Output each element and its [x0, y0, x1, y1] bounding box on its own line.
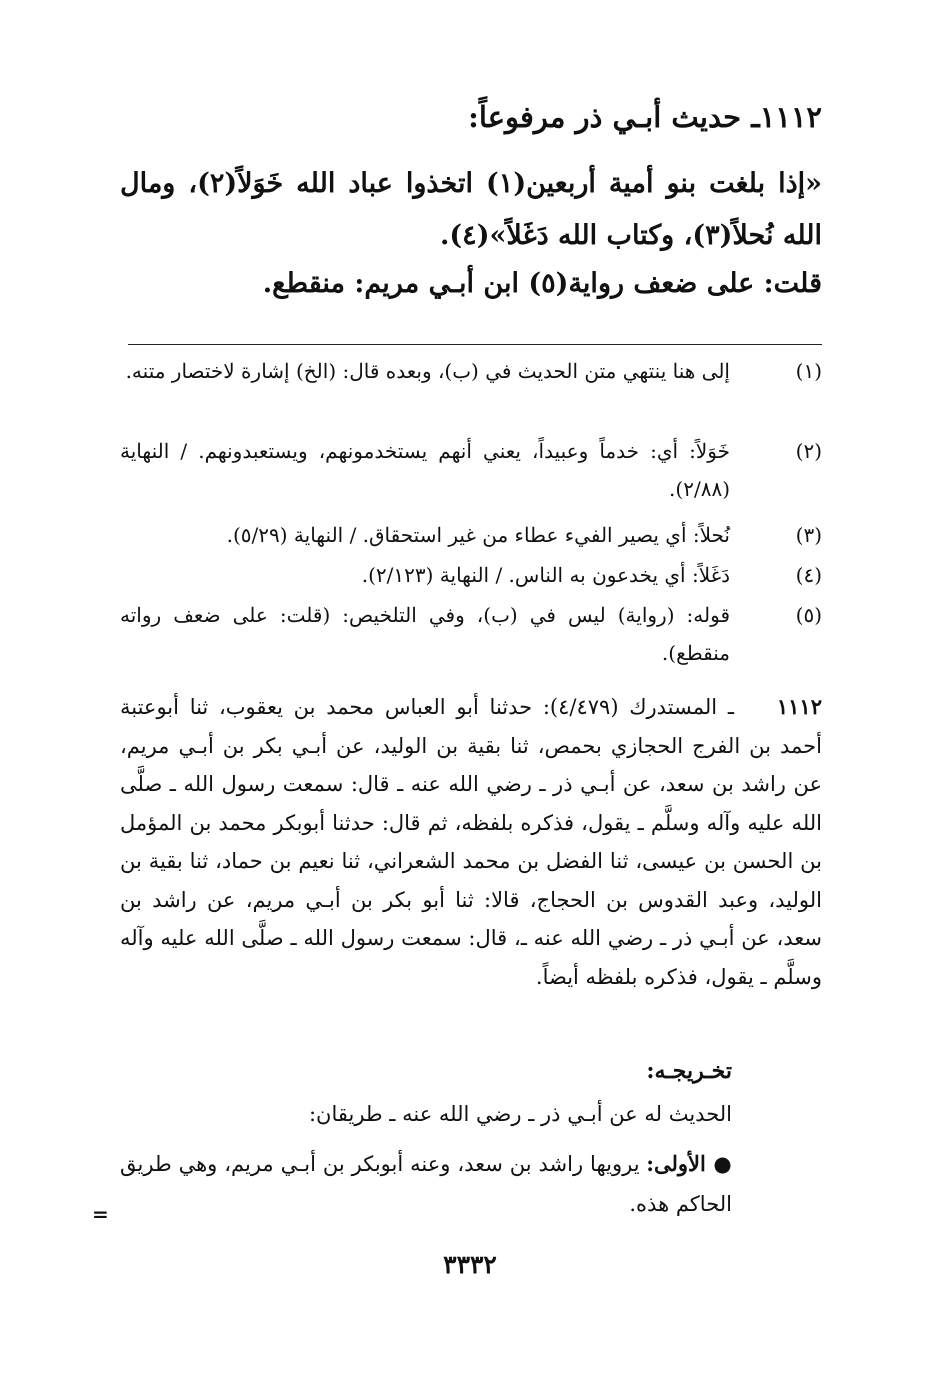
hadith-text: «إذا بلغت بنو أمية أربعين(١) اتخذوا عباد الله خَوَلاً(٢)، ومال الله نُحلاً(٣)، وكتاب الله دَغَلاً»(٤).: [120, 168, 822, 251]
takhrij-first-route: [120, 1144, 732, 1224]
source-text-block: [120, 688, 822, 996]
footnote-4: [120, 556, 822, 594]
footnote-1: [120, 352, 822, 390]
footnote-2: [120, 432, 822, 508]
source-section: [120, 688, 822, 996]
first-route-text: يرويها راشد بن سعد، وعنه أبوبكر بن أبـي مريم، وهي طريق الحاكم هذه.: [120, 1152, 732, 1216]
footnote-divider: [128, 344, 822, 345]
author-note: قلت: على ضعف رواية(٥) ابن أبـي مريم: منقطع.: [262, 268, 822, 299]
footnote-text: دَغَلاً: أي يخدعون به الناس. / النهاية (٢/١٢٣).: [361, 563, 730, 587]
hadith-heading: ١١١٢ـ حديث أبـي ذر مرفوعاً:: [468, 100, 822, 134]
footnote-5: [120, 596, 822, 672]
first-route-label: ● الأولى:: [646, 1151, 732, 1176]
footnote-number: (٤): [795, 563, 822, 587]
footnote-3: [120, 516, 822, 554]
footnote-text: إلى هنا ينتهي متن الحديث في (ب)، وبعده قال: (الخ) إشارة لاختصار متنه.: [125, 359, 730, 383]
footnote-text: قوله: (رواية) ليس في (ب)، وفي التلخيص: (قلت: على ضعف رواته منقطع).: [120, 603, 730, 665]
source-number: ١١١٢: [776, 694, 822, 719]
takhrij-heading: تخـريجـه:: [646, 1058, 732, 1084]
footnote-text: نُحلاً: أي يصير الفيء عطاء من غير استحقاق. / النهاية (٥/٢٩).: [226, 523, 730, 547]
page-number: ٣٣٣٢: [443, 1250, 497, 1279]
footnote-text: خَوَلاً: أي: خدماً وعبيداً، يعني أنهم يستخدمونهم، ويستعبدونهم. / النهاية (٢/٨٨).: [120, 439, 730, 501]
footnote-number: (٥): [795, 603, 822, 627]
footnote-number: (٣): [795, 523, 822, 547]
takhrij-intro: الحديث له عن أبـي ذر ـ رضي الله عنه ـ طريقان:: [308, 1102, 732, 1126]
continuation-mark: =: [92, 1202, 109, 1226]
footnote-number: (١): [795, 359, 822, 383]
source-text: ـ المستدرك (٤/٤٧٩): حدثنا أبو العباس محمد بن يعقوب، ثنا أبوعتبة أحمد بن الفرج الحجازي بحمص، ثنا بقية بن الوليد، عن أبـي بكر بن أبـي مريم، عن راشد بن سعد، عن أبـي ذر ـ رضي الله عنه ـ قال: سمعت رسول الله ـ صلَّى الله عليه وآله وسلَّم ـ يقول، فذكره بلفظه، ثم قال: حدثنا أبوبكر محمد بن المؤمل بن الحسن بن عيسى، ثنا الفضل بن محمد الشعراني، ثنا نعيم بن حماد، ثنا بقية بن الوليد، وعبد القدوس بن الحجاج، قالا: ثنا أبو بكر بن أبـي مريم، عن راشد بن سعد، عن أبـي ذر ـ رضي الله عنه ـ، قال: سمعت رسول الله ـ صلَّى الله عليه وآله وسلَّم ـ يقول، فذكره بلفظه أيضاً.: [120, 695, 822, 989]
footnote-number: (٢): [795, 439, 822, 463]
